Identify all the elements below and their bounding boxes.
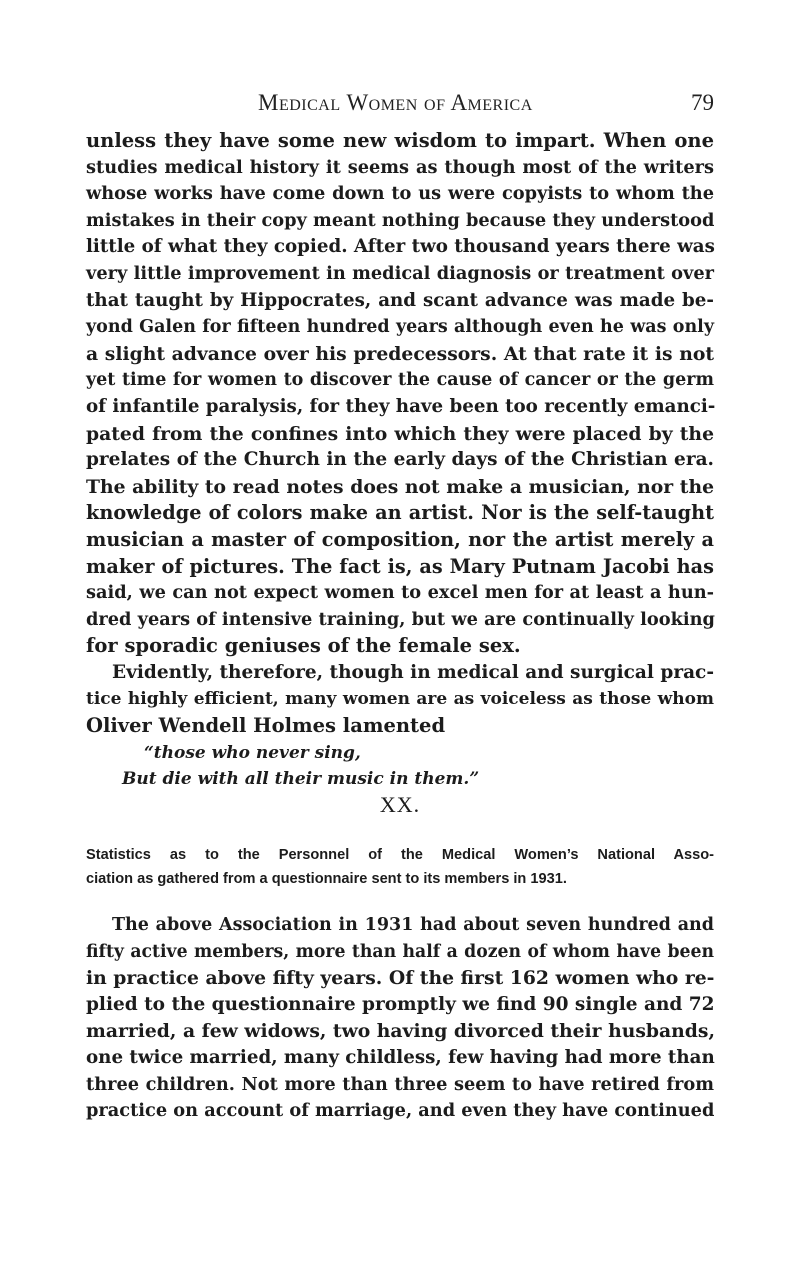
text-line: The ability to read notes does not make a musician, nor the [86, 475, 714, 498]
section-heading [86, 843, 714, 891]
text-line: in practice above fifty years. Of the first 162 women who re- [86, 967, 715, 990]
section-heading-line: ciation as gathered from a questionnaire sent to its members in 1931. [86, 871, 567, 887]
text-line: plied to the questionnaire promptly we find 90 single and 72 [86, 993, 715, 1015]
body-text [86, 128, 714, 792]
text-line: tice highly efficient, many women are as voiceless as those whom [86, 689, 714, 710]
text-line: pated from the confines into which they were placed by the [86, 422, 714, 445]
text-line: yond Galen for fifteen hundred years although even he was only [86, 317, 714, 338]
paragraph-3 [86, 912, 714, 1125]
text-line: dred years of intensive training, but we are continually looking [86, 608, 715, 630]
text-line: The above Association in 1931 had about seven hundred and [112, 915, 714, 935]
text-line: Evidently, therefore, though in medical and surgical prac- [112, 661, 714, 683]
text-line: for sporadic geniuses of the female sex. [86, 634, 521, 658]
section-heading-line: Statistics as to the Personnel of the Medical Women’s National Asso- [86, 847, 714, 863]
paragraph-2 [86, 660, 714, 740]
text-line: said, we can not expect women to excel men for at least a hun- [86, 582, 714, 604]
section-number: XX. [379, 792, 421, 817]
verse-line: “those who never sing, [144, 742, 361, 763]
text-line: of infantile paralysis, for they have been too recently emanci- [86, 395, 716, 417]
text-line: a slight advance over his predecessors. At that rate it is not [86, 342, 714, 365]
text-line: practice on account of marriage, and even they have continued [86, 1100, 715, 1122]
text-line: mistakes in their copy meant nothing because they understood [86, 209, 715, 231]
text-line: whose works have come down to us were copyists to whom the [86, 183, 714, 205]
text-line: very little improvement in medical diagnosis or treatment over [86, 262, 714, 284]
text-line: that taught by Hippocrates, and scant advance was made be- [86, 289, 714, 311]
running-head [86, 90, 714, 120]
text-line: knowledge of colors make an artist. Nor is the self-taught [86, 501, 714, 525]
text-line: studies medical history it seems as though most of the writers [86, 156, 714, 178]
text-line: prelates of the Church in the early days of the Christian era. [86, 449, 714, 471]
verse-line: But die with all their music in them.” [122, 768, 480, 789]
text-line: one twice married, many childless, few having had more than [86, 1046, 715, 1068]
text-line: musician a master of composition, nor the artist merely a [86, 527, 714, 551]
text-line: married, a few widows, two having divorced their husbands, [86, 1020, 715, 1043]
text-line: fifty active members, more than half a dozen of whom have been [86, 941, 714, 962]
page-number: 79 [691, 90, 714, 115]
text-line: little of what they copied. After two thousand years there was [86, 236, 715, 258]
text-line: unless they have some new wisdom to impart. When one [86, 129, 714, 152]
text-line: Oliver Wendell Holmes lamented [86, 714, 446, 738]
paragraph-1 [86, 128, 714, 660]
verse-quote [86, 740, 714, 792]
text-line: three children. Not more than three seem to have retired from [86, 1073, 714, 1095]
text-line: maker of pictures. The fact is, as Mary Putnam Jacobi has [86, 554, 714, 578]
running-title: Medical Women of America [258, 90, 533, 115]
text-line: yet time for women to discover the cause of cancer or the germ [86, 370, 714, 391]
